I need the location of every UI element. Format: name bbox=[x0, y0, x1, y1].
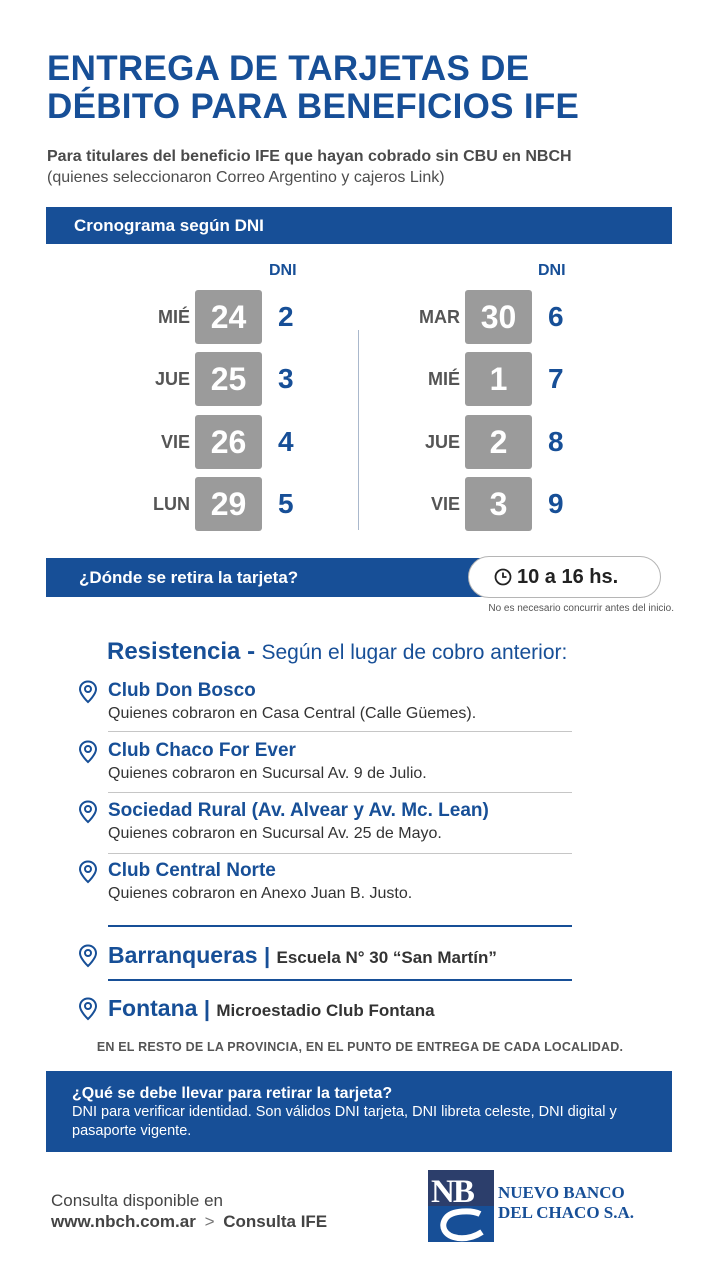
day-label: JUE bbox=[424, 432, 460, 452]
date-box: 3 bbox=[465, 477, 532, 531]
dni-digit: 3 bbox=[278, 363, 294, 394]
day-label: MIÉ bbox=[427, 369, 460, 389]
day-label: MAR bbox=[419, 307, 460, 327]
resistencia-sub: Según el lugar de cobro anterior: bbox=[261, 641, 568, 664]
city-desc: Escuela N° 30 “San Martín” bbox=[276, 948, 497, 967]
schedule-row bbox=[110, 352, 340, 406]
resistencia-heading bbox=[107, 638, 567, 666]
schedule-divider bbox=[358, 330, 359, 530]
date-box: 29 bbox=[195, 477, 262, 531]
bring-box bbox=[46, 1071, 672, 1152]
donde-bar: ¿Dónde se retira la tarjeta? bbox=[46, 558, 486, 597]
location-desc: Quienes cobraron en Sucursal Av. 9 de Julio. bbox=[108, 765, 427, 782]
day-label: LUN bbox=[153, 494, 190, 514]
divider bbox=[108, 792, 572, 793]
title-line-1: ENTREGA DE TARJETAS DE bbox=[47, 49, 530, 88]
date-box: 1 bbox=[465, 352, 532, 406]
bring-text: DNI para verificar identidad. Son válidos DNI tarjeta, DNI libreta celeste, DNI digital y pasaporte vigente. bbox=[72, 1104, 617, 1139]
divider bbox=[108, 731, 572, 732]
location-desc: Quienes cobraron en Casa Central (Calle Güemes). bbox=[108, 705, 477, 722]
resistencia-city: Resistencia - bbox=[107, 638, 256, 665]
map-pin-icon bbox=[78, 860, 98, 884]
footer-url[interactable]: www.nbch.com.ar bbox=[51, 1212, 196, 1231]
map-pin-icon bbox=[78, 740, 98, 764]
footer bbox=[51, 1190, 327, 1232]
svg-text:NB: NB bbox=[431, 1174, 473, 1210]
clock-icon bbox=[494, 568, 512, 586]
date-box: 2 bbox=[465, 415, 532, 469]
day-label: JUE bbox=[154, 369, 190, 389]
divider-blue bbox=[108, 979, 572, 981]
chevron-right-icon: > bbox=[204, 1212, 215, 1231]
bank-name-line1: NUEVO BANCO bbox=[498, 1183, 625, 1202]
divider-blue bbox=[108, 925, 572, 927]
divider bbox=[108, 853, 572, 854]
nbch-logo-mark bbox=[428, 1170, 494, 1242]
page-title bbox=[47, 50, 687, 126]
day-label: MIÉ bbox=[157, 307, 190, 327]
dni-digit: 7 bbox=[548, 363, 564, 394]
day-label: VIE bbox=[430, 494, 460, 514]
map-pin-icon bbox=[78, 944, 98, 968]
dni-digit: 2 bbox=[278, 301, 294, 332]
footer-line1: Consulta disponible en bbox=[51, 1191, 224, 1210]
nbch-logo bbox=[428, 1170, 668, 1242]
bank-name bbox=[498, 1183, 634, 1223]
location-desc: Quienes cobraron en Sucursal Av. 25 de Mayo. bbox=[108, 825, 442, 842]
hours-text: 10 a 16 hs. bbox=[517, 566, 619, 588]
bring-question: ¿Qué se debe llevar para retirar la tarjeta? bbox=[72, 1085, 393, 1102]
map-pin-icon bbox=[78, 800, 98, 824]
dni-digit: 4 bbox=[278, 426, 294, 457]
city-name: Fontana bbox=[108, 995, 198, 1021]
title-line-2: DÉBITO PARA BENEFICIOS IFE bbox=[47, 87, 580, 126]
location-name: Club Central Norte bbox=[108, 860, 276, 881]
schedule-row bbox=[110, 415, 340, 469]
date-box: 24 bbox=[195, 290, 262, 344]
schedule-row bbox=[380, 477, 610, 531]
dni-digit: 9 bbox=[548, 488, 564, 519]
date-box: 30 bbox=[465, 290, 532, 344]
day-label: VIE bbox=[160, 432, 190, 452]
map-pin-icon bbox=[78, 997, 98, 1021]
dni-header-right: DNI bbox=[538, 262, 566, 279]
hours-note: No es necesario concurrir antes del inicio. bbox=[488, 603, 674, 614]
location-name: Sociedad Rural (Av. Alvear y Av. Mc. Lean) bbox=[108, 800, 489, 821]
date-box: 26 bbox=[195, 415, 262, 469]
date-box: 25 bbox=[195, 352, 262, 406]
schedule-row bbox=[380, 290, 610, 344]
dni-digit: 6 bbox=[548, 301, 564, 332]
dni-digit: 5 bbox=[278, 488, 294, 519]
dni-header-left: DNI bbox=[269, 262, 297, 279]
dni-digit: 8 bbox=[548, 426, 564, 457]
schedule-row bbox=[380, 352, 610, 406]
subtitle-bold: Para titulares del beneficio IFE que hayan cobrado sin CBU en NBCH bbox=[47, 148, 572, 165]
hours-pill bbox=[468, 556, 661, 598]
location-name: Club Don Bosco bbox=[108, 680, 256, 701]
map-pin-icon bbox=[78, 680, 98, 704]
bank-name-line2: DEL CHACO S.A. bbox=[498, 1203, 635, 1222]
pipe-separator: | bbox=[203, 996, 210, 1021]
location-name: Club Chaco For Ever bbox=[108, 740, 296, 761]
cronograma-bar: Cronograma según DNI bbox=[46, 207, 672, 244]
city-name: Barranqueras bbox=[108, 942, 258, 968]
schedule-row bbox=[380, 415, 610, 469]
subtitle-normal: (quienes seleccionaron Correo Argentino y cajeros Link) bbox=[47, 169, 445, 186]
schedule-row bbox=[110, 477, 340, 531]
location-desc: Quienes cobraron en Anexo Juan B. Justo. bbox=[108, 885, 413, 902]
pipe-separator: | bbox=[263, 943, 271, 968]
subtitle bbox=[47, 146, 687, 188]
footer-section[interactable]: Consulta IFE bbox=[223, 1212, 328, 1231]
schedule-row bbox=[110, 290, 340, 344]
rest-of-province-note: EN EL RESTO DE LA PROVINCIA, EN EL PUNTO DE ENTREGA DE CADA LOCALIDAD. bbox=[96, 1040, 624, 1054]
city-desc: Microestadio Club Fontana bbox=[216, 1001, 435, 1020]
